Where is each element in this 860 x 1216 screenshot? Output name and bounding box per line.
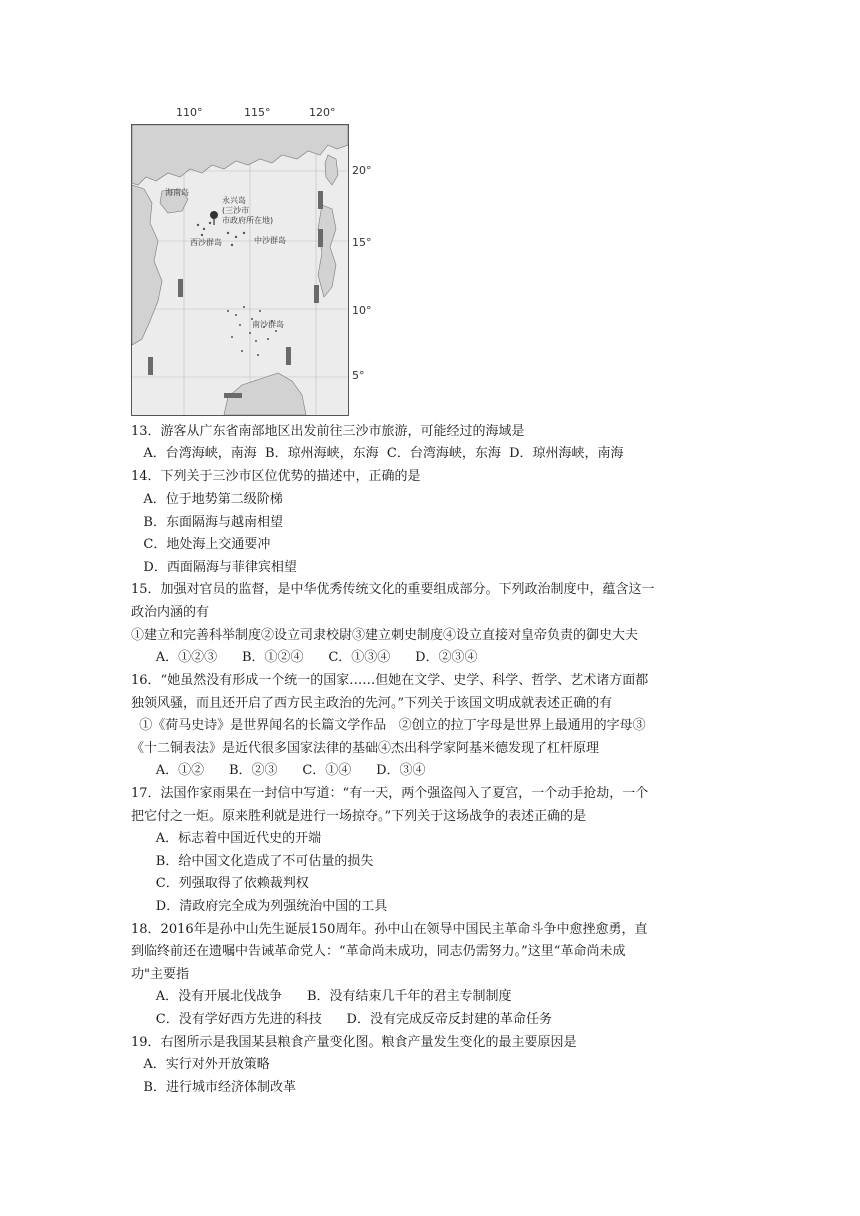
sansha-city-marker xyxy=(210,211,218,225)
q13-stem: 13．游客从广东省南部地区出发前往三沙市旅游，可能经过的海域是 xyxy=(131,424,525,439)
q18-stem-line2: 到临终前还在遗嘱中告诫革命党人：“革命尚未成功，同志仍需努力。”这里“革命尚未成 xyxy=(131,944,626,959)
q17-option-b: B．给中国文化造成了不可估量的损失 xyxy=(131,854,374,869)
taiwan-landmass xyxy=(325,155,338,185)
q16-stem-line2: 独领风骚，而且还开启了西方民主政治的先河。”下列关于该国文明成就表述正确的有 xyxy=(131,696,613,711)
q18-stem-line1: 18．2016年是孙中山先生诞辰150周年。孙中山在领导中国民主革命斗争中愈挫愈勇，直 xyxy=(131,922,648,937)
q15-stem-line2: 政治内涵的有 xyxy=(131,605,210,620)
longitude-label-110: 110° xyxy=(176,106,203,119)
q19-option-a: A．实行对外开放策略 xyxy=(131,1057,270,1072)
map-label-xisha: 西沙群岛 xyxy=(190,238,222,247)
q18-options-ab: A．没有开展北伐战争 B．没有结束几千年的君主专制制度 xyxy=(131,989,512,1004)
q16-stem-line1: 16．“她虽然没有形成一个统一的国家……但她在文学、史学、科学、哲学、艺术诸方面都 xyxy=(131,673,649,688)
q14-option-b: B．东面隔海与越南相望 xyxy=(131,515,283,530)
q19-option-b: B．进行城市经济体制改革 xyxy=(131,1080,296,1095)
q14-option-c: C．地处海上交通要冲 xyxy=(131,537,271,552)
q14-stem: 14．下列关于三沙市区位优势的描述中，正确的是 xyxy=(131,469,421,484)
q16-statements-line1: ①《荷马史诗》是世界闻名的长篇文学作品 ②创立的拉丁字母是世界上最通用的字母③ xyxy=(131,718,646,733)
q17-option-a: A．标志着中国近代史的开端 xyxy=(131,831,322,846)
q15-statements: ①建立和完善科举制度②设立司隶校尉③建立刺史制度④设立直接对皇帝负责的御史大夫 xyxy=(131,628,639,643)
mainland-landmass xyxy=(132,125,348,185)
longitude-label-115: 115° xyxy=(244,106,271,119)
latitude-label-10: 10° xyxy=(352,304,372,317)
q16-options: A．①② B．②③ C．①④ D．③④ xyxy=(131,763,426,778)
q17-stem-line2: 把它付之一炬。原来胜利就是进行一场掠夺。”下列关于这场战争的表述正确的是 xyxy=(131,809,587,824)
map-label-yongxing-line1: 永兴岛 xyxy=(222,196,246,205)
q17-stem-line1: 17．法国作家雨果在一封信中写道：“有一天，两个强盗闯入了夏宫，一个动手抢劫，一个 xyxy=(131,786,649,801)
longitude-label-120: 120° xyxy=(309,106,336,119)
philippines-landmass xyxy=(318,205,336,297)
q15-options: A．①②③ B．①②④ C．①③④ D．②③④ xyxy=(131,650,478,665)
q17-option-d: D．清政府完全成为列强统治中国的工具 xyxy=(131,899,388,914)
indochina-landmass xyxy=(132,185,162,345)
map-label-hainan: 海南岛 xyxy=(165,188,189,197)
latitude-label-15: 15° xyxy=(352,236,372,249)
map-label-nansha: 南沙群岛 xyxy=(252,320,284,329)
q13-options: A．台湾海峡，南海 B．琼州海峡，东海 C．台湾海峡，东海 D．琼州海峡，南海 xyxy=(131,446,624,461)
q15-stem-line1: 15．加强对官员的监督，是中华优秀传统文化的重要组成部分。下列政治制度中，蕴含这一 xyxy=(131,582,655,597)
map-drawing xyxy=(132,125,348,415)
q14-option-a: A．位于地势第二级阶梯 xyxy=(131,492,283,507)
map-label-yongxing xyxy=(222,196,273,226)
q16-statements-line2: 《十二铜表法》是近代很多国家法律的基础④杰出科学家阿基米德发现了杠杆原理 xyxy=(131,741,600,756)
q18-options-cd: C．没有学好西方先进的科技 D．没有完成反帝反封建的革命任务 xyxy=(131,1012,552,1027)
south-china-sea-map xyxy=(131,124,349,416)
latitude-label-5: 5° xyxy=(352,369,365,382)
map-label-zhongsha: 中沙群岛 xyxy=(254,236,286,245)
latitude-label-20: 20° xyxy=(352,164,372,177)
map-label-yongxing-line2: (三沙市 xyxy=(222,206,250,215)
map-label-yongxing-line3: 市政府所在地) xyxy=(222,216,274,225)
q18-stem-line3: 功"主要指 xyxy=(131,967,189,982)
q19-stem: 19．右图所示是我国某县粮食产量变化图。粮食产量发生变化的最主要原因是 xyxy=(131,1035,577,1050)
q17-option-c: C．列强取得了依赖裁判权 xyxy=(131,876,309,891)
q14-option-d: D．西面隔海与菲律宾相望 xyxy=(131,560,297,575)
